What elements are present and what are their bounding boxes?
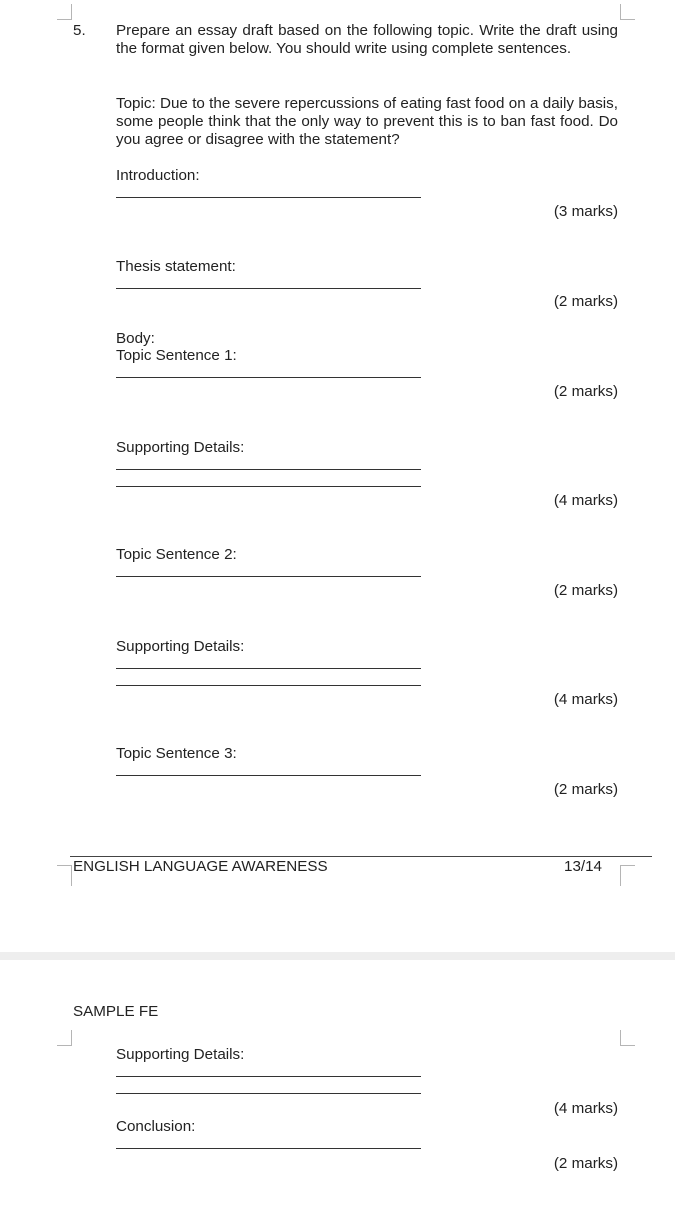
supporting-details-1-marks: (4 marks) bbox=[553, 492, 618, 509]
page-header: SAMPLE FE bbox=[73, 1003, 159, 1020]
introduction-answer-line[interactable] bbox=[116, 197, 421, 198]
crop-mark-bottom-right bbox=[620, 865, 635, 886]
supporting-details-2-marks: (4 marks) bbox=[553, 691, 618, 708]
topic-sentence-2-marks: (2 marks) bbox=[553, 582, 618, 599]
topic-sentence-3-answer-line[interactable] bbox=[116, 775, 421, 776]
supporting-details-2-label: Supporting Details: bbox=[116, 638, 245, 655]
topic-sentence-2-answer-line[interactable] bbox=[116, 576, 421, 577]
question-instruction: Prepare an essay draft based on the following topic. Write the draft using the format given below. You should write using complete sentences. bbox=[116, 22, 618, 57]
supporting-details-3-marks: (4 marks) bbox=[553, 1100, 618, 1117]
crop-mark-top-left bbox=[57, 4, 72, 20]
introduction-marks: (3 marks) bbox=[553, 203, 618, 220]
page-separator bbox=[0, 952, 675, 960]
crop-mark-top-right bbox=[620, 1030, 635, 1046]
topic-text: : Due to the severe repercussions of eating fast food on a daily basis, some people think that the only way to prevent this is to ban fast food. Do you agree or disagree with the statement? bbox=[116, 95, 618, 148]
supporting-details-1-answer-line[interactable] bbox=[116, 486, 421, 487]
supporting-details-3-answer-line[interactable] bbox=[116, 1076, 421, 1077]
topic-sentence-1-answer-line[interactable] bbox=[116, 377, 421, 378]
conclusion-label: Conclusion: bbox=[116, 1118, 196, 1135]
supporting-details-2-answer-line[interactable] bbox=[116, 668, 421, 669]
topic-sentence-1-marks: (2 marks) bbox=[553, 383, 618, 400]
thesis-marks: (2 marks) bbox=[553, 293, 618, 310]
footer-page-number: 13/14 bbox=[564, 858, 603, 875]
footer-course-title: ENGLISH LANGUAGE AWARENESS bbox=[73, 858, 328, 875]
supporting-details-2-answer-line[interactable] bbox=[116, 685, 421, 686]
supporting-details-3-label: Supporting Details: bbox=[116, 1046, 245, 1063]
essay-topic bbox=[116, 95, 618, 149]
crop-mark-top-left bbox=[57, 1030, 72, 1046]
footer-rule bbox=[70, 856, 652, 857]
topic-label: Topic bbox=[116, 95, 152, 112]
question-number: 5. bbox=[73, 22, 86, 39]
document-page-2 bbox=[0, 960, 675, 1229]
body-label: Body: bbox=[116, 330, 155, 347]
thesis-label: Thesis statement: bbox=[116, 258, 236, 275]
conclusion-answer-line[interactable] bbox=[116, 1148, 421, 1149]
thesis-answer-line[interactable] bbox=[116, 288, 421, 289]
introduction-label: Introduction: bbox=[116, 167, 200, 184]
topic-sentence-3-marks: (2 marks) bbox=[553, 781, 618, 798]
supporting-details-1-label: Supporting Details: bbox=[116, 439, 245, 456]
conclusion-marks: (2 marks) bbox=[553, 1155, 618, 1172]
topic-sentence-1-label: Topic Sentence 1: bbox=[116, 347, 237, 364]
supporting-details-3-answer-line[interactable] bbox=[116, 1093, 421, 1094]
topic-sentence-3-label: Topic Sentence 3: bbox=[116, 745, 237, 762]
crop-mark-top-right bbox=[620, 4, 635, 20]
crop-mark-bottom-left bbox=[57, 865, 72, 886]
supporting-details-1-answer-line[interactable] bbox=[116, 469, 421, 470]
topic-sentence-2-label: Topic Sentence 2: bbox=[116, 546, 237, 563]
